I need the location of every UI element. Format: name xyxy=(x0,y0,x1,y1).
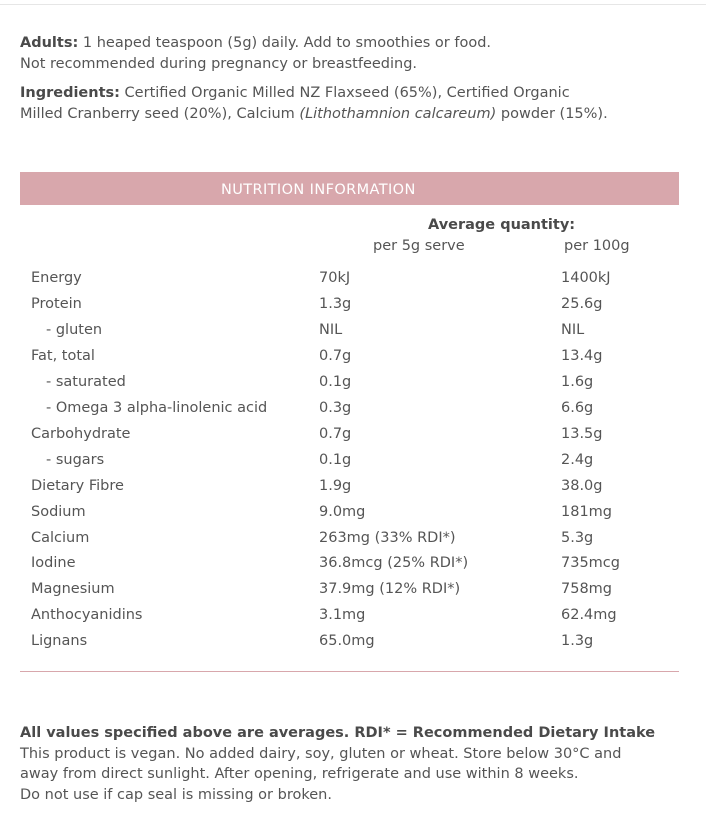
nutrient-per-100g: NIL xyxy=(561,321,585,338)
nutrient-name: Anthocyanidins xyxy=(31,607,143,624)
nutrient-per-serve: 3.1mg xyxy=(319,607,366,624)
footer-line-3: Do not use if cap seal is missing or broken. xyxy=(20,786,332,803)
nutrient-per-100g: 735mcg xyxy=(561,555,620,572)
nutrient-per-100g: 1.6g xyxy=(561,373,594,390)
nutrient-row xyxy=(0,374,706,400)
nutrient-row xyxy=(0,581,706,607)
ingredients-species: (Lithothamnion calcareum) xyxy=(299,105,497,122)
nutrient-per-serve: 70kJ xyxy=(319,270,351,286)
nutrient-row xyxy=(0,270,706,296)
nutrient-per-serve: 65.0mg xyxy=(319,633,375,650)
nutrient-per-100g: 25.6g xyxy=(561,295,603,312)
nutrient-name: Energy xyxy=(31,270,82,286)
nutrient-per-100g: 181mg xyxy=(561,503,613,520)
nutrient-name: - Omega 3 alpha-linolenic acid xyxy=(46,399,268,416)
footer-notes xyxy=(20,723,680,805)
nutrient-name: Carbohydrate xyxy=(31,425,131,442)
col-per-serve-heading: per 5g serve xyxy=(373,238,465,254)
nutrient-per-serve: NIL xyxy=(319,321,343,338)
usage-label: Adults: xyxy=(20,35,79,51)
top-divider xyxy=(0,4,706,5)
nutrient-per-serve: 1.9g xyxy=(319,477,352,494)
nutrient-per-100g: 38.0g xyxy=(561,477,603,494)
nutrient-name: Magnesium xyxy=(31,581,115,598)
nutrient-per-100g: 13.5g xyxy=(561,425,603,442)
nutrient-row xyxy=(0,478,706,504)
usage-line-1: 1 heaped teaspoon (5g) daily. Add to smoothies or food. xyxy=(78,35,492,51)
usage-line-2: Not recommended during pregnancy or breastfeeding. xyxy=(20,55,418,72)
nutrient-row xyxy=(0,633,706,659)
ingredients-label: Ingredients: xyxy=(20,85,120,101)
ingredients xyxy=(20,83,680,124)
nutrient-row xyxy=(0,296,706,322)
nutrient-name: Protein xyxy=(31,295,82,312)
nutrient-name: Dietary Fibre xyxy=(31,477,124,494)
ingredients-line-2-end: powder (15%). xyxy=(496,105,608,122)
nutrient-row xyxy=(0,322,706,348)
nutrient-row xyxy=(0,607,706,633)
nutrient-row xyxy=(0,504,706,530)
nutrition-header: NUTRITION INFORMATION xyxy=(20,172,679,205)
nutrient-name: - sugars xyxy=(46,451,105,468)
nutrient-row xyxy=(0,555,706,581)
nutrient-name: Iodine xyxy=(31,555,76,572)
nutrient-per-serve: 1.3g xyxy=(319,295,352,312)
nutrient-per-serve: 9.0mg xyxy=(319,503,366,520)
nutrient-per-serve: 263mg (33% RDI*) xyxy=(319,529,456,546)
col-per-100g-heading: per 100g xyxy=(564,238,630,254)
table-bottom-divider xyxy=(20,671,679,672)
nutrient-name: - saturated xyxy=(46,373,126,390)
nutrient-per-100g: 758mg xyxy=(561,581,613,598)
ingredients-line-1: Certified Organic Milled NZ Flaxseed (65%), Certified Organic xyxy=(119,85,570,101)
nutrient-name: Fat, total xyxy=(31,347,95,364)
nutrient-per-100g: 62.4mg xyxy=(561,607,617,624)
average-quantity-heading: Average quantity: xyxy=(428,217,576,233)
nutrient-row xyxy=(0,348,706,374)
nutrient-name: - gluten xyxy=(46,321,103,338)
nutrient-row xyxy=(0,530,706,556)
footer-line-2: away from direct sunlight. After opening, refrigerate and use within 8 weeks. xyxy=(20,766,579,782)
usage-instructions xyxy=(20,33,680,74)
nutrient-per-100g: 1.3g xyxy=(561,633,594,650)
ingredients-line-2-start: Milled Cranberry seed (20%), Calcium xyxy=(20,105,300,122)
footer-averages-note: All values specified above are averages. RDI* = Recommended Dietary Intake xyxy=(20,725,656,741)
nutrient-per-100g: 6.6g xyxy=(561,399,594,416)
nutrient-per-serve: 0.1g xyxy=(319,451,352,468)
nutrient-row xyxy=(0,400,706,426)
nutrient-per-serve: 0.7g xyxy=(319,347,352,364)
nutrient-per-100g: 2.4g xyxy=(561,451,594,468)
nutrient-row xyxy=(0,426,706,452)
nutrient-per-serve: 0.1g xyxy=(319,373,352,390)
nutrient-name: Sodium xyxy=(31,503,86,520)
nutrient-per-100g: 5.3g xyxy=(561,529,594,546)
nutrient-per-serve: 0.7g xyxy=(319,425,352,442)
nutrient-per-100g: 13.4g xyxy=(561,347,603,364)
nutrient-name: Lignans xyxy=(31,633,88,650)
nutrient-per-serve: 36.8mcg (25% RDI*) xyxy=(319,555,469,572)
nutrient-name: Calcium xyxy=(31,529,90,546)
nutrient-per-serve: 0.3g xyxy=(319,399,352,416)
footer-line-1: This product is vegan. No added dairy, soy, gluten or wheat. Store below 30°C and xyxy=(20,745,622,762)
ingredients-line-2 xyxy=(20,104,680,125)
nutrient-per-serve: 37.9mg (12% RDI*) xyxy=(319,581,461,598)
nutrient-per-100g: 1400kJ xyxy=(561,270,611,286)
nutrient-row xyxy=(0,452,706,478)
